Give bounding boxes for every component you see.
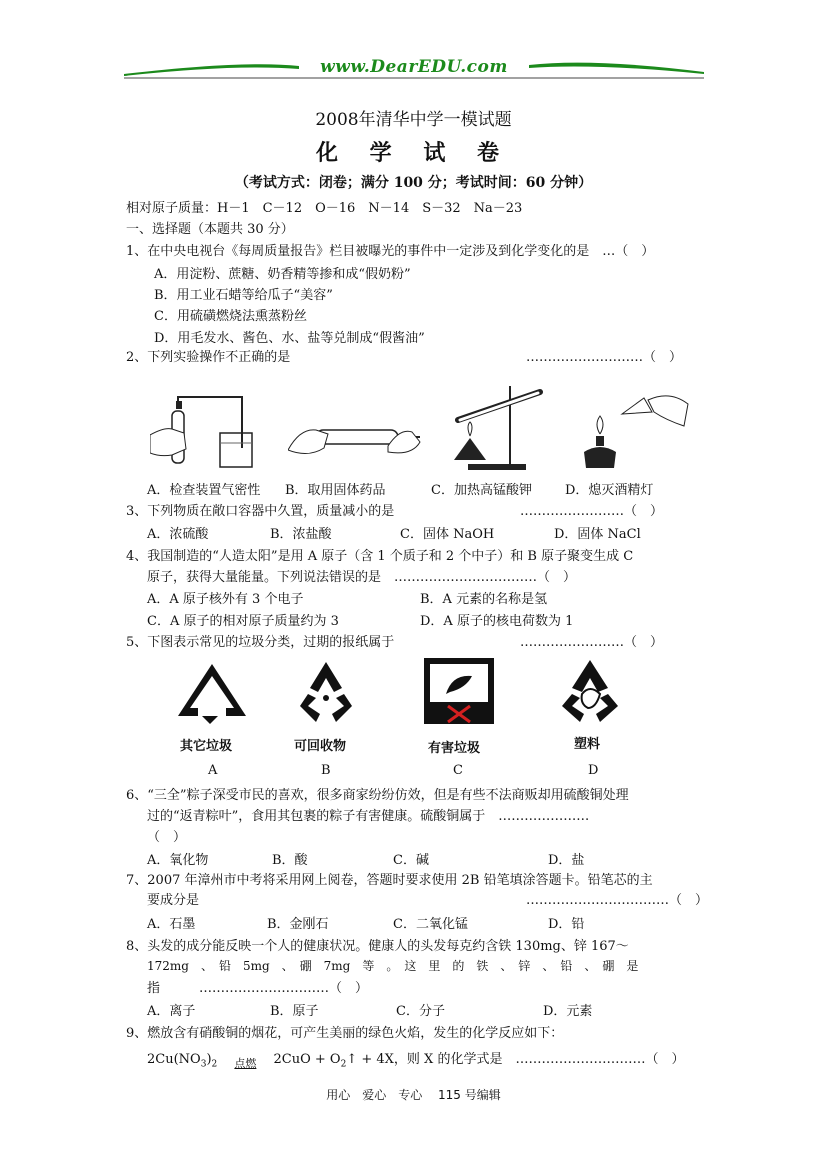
q2-dots: ………………………（ ）	[526, 350, 683, 365]
q1-option-c: C．用硫磺燃烧法熏蒸粉丝	[154, 309, 307, 324]
q8-option-b: B．原子	[270, 1004, 319, 1019]
q3-option-c: C．固体 NaOH	[400, 527, 495, 542]
q9-condition: 点燃	[234, 1057, 257, 1070]
q6-option-a: A．氧化物	[147, 853, 209, 868]
q4-option-b: B．A 元素的名称是氢	[420, 592, 548, 607]
q6-option-b: B．酸	[272, 853, 308, 868]
sign-a-label: 其它垃圾	[180, 739, 233, 754]
q4-option-a: A．A 原子核外有 3 个电子	[147, 592, 304, 607]
subject-title: 化 学 试 卷	[316, 140, 511, 166]
q8-option-d: D．元素	[543, 1004, 593, 1019]
airtightness-check-figure	[150, 393, 260, 473]
q1-option-b: B．用工业石蜡等给瓜子“美容”	[154, 288, 333, 303]
other-waste-icon	[172, 658, 252, 728]
site-logo	[124, 52, 704, 82]
q2-option-b: B．取用固体药品	[285, 483, 386, 498]
atomic-mass-line: 相对原子质量：H－1 C－12 O－16 N－14 S－32 Na－23	[126, 201, 523, 216]
q4-option-d: D．A 原子的核电荷数为 1	[420, 614, 574, 629]
q1-option-d: D．用毛发水、酱色、水、盐等兑制成“假酱油”	[154, 331, 425, 346]
heating-kmno4-figure	[448, 378, 548, 473]
q8-stem: 8、头发的成分能反映一个人的健康状况。健康人的头发每克约含铁 130mg、锌 167～	[126, 939, 629, 954]
q6-stem-bracket: （ ）	[147, 830, 187, 845]
extinguish-lamp-figure	[580, 390, 690, 472]
q8-option-a: A．离子	[147, 1004, 196, 1019]
q1-stem: 1、在中央电视台《每周质量报告》栏目被曝光的事件中一定涉及到化学变化的是 …（ ）	[126, 244, 655, 259]
sign-c-label: 有害垃圾	[428, 741, 481, 756]
q9-products: 2CuO + O	[273, 1052, 341, 1067]
logo-text: www.DearEDU.com	[320, 57, 508, 77]
q3-option-b: B．浓盐酸	[270, 527, 332, 542]
q9-reactant-sub: 3	[200, 1059, 207, 1070]
q5-dots: ……………………（ ）	[520, 635, 664, 650]
q3-stem: 3、下列物质在敞口容器中久置，质量减小的是	[126, 504, 395, 519]
q9-stem: 9、燃放含有硝酸铜的烟花，可产生美丽的绿色火焰，发生的化学反应如下：	[126, 1026, 564, 1041]
q5-option-c: C	[453, 763, 463, 778]
q2-option-c: C．加热高锰酸钾	[431, 483, 532, 498]
sign-d-label: 塑料	[574, 737, 601, 752]
q5-stem: 5、下图表示常见的垃圾分类，过期的报纸属于	[126, 635, 395, 650]
q7-option-c: C．二氧化锰	[393, 917, 468, 932]
exam-info: （考试方式：闭卷；满分 100 分；考试时间：60 分钟）	[234, 175, 593, 191]
q7-option-d: D．铅	[548, 917, 585, 932]
q4-stem: 4、我国制造的“人造太阳”是用 A 原子（含 1 个质子和 2 个中子）和 B 原子聚变生成 C	[126, 549, 634, 564]
hazardous-waste-icon	[418, 654, 500, 730]
q6-stem: 6、“三全”粽子深受市民的喜欢，很多商家纷纷仿效，但是有些不法商贩却用硫酸铜处理	[126, 788, 629, 803]
sign-b-label: 可回收物	[294, 739, 347, 754]
q8-stem-cont: 172mg 、 铅 5mg 、 硼 7mg 等 。 这 里 的 铁 、 锌 、 铅 、 硼 是	[147, 959, 639, 973]
solid-reagent-figure	[288, 420, 423, 460]
q2-stem: 2、下列实验操作不正确的是	[126, 350, 291, 365]
exam-title: 2008年清华中学一模试题	[315, 110, 512, 130]
plastic-icon	[552, 654, 628, 726]
q9-reactant-end: )	[206, 1052, 212, 1067]
q2-option-d: D．熄灭酒精灯	[565, 483, 654, 498]
q7-option-a: A．石墨	[147, 917, 196, 932]
q2-option-a: A．检查装置气密性	[147, 483, 261, 498]
q9-reactant-end-sub: 2	[211, 1059, 218, 1070]
q5-option-d: D	[588, 763, 599, 778]
q9-products-end: ↑ + 4X，则 X 的化学式是 …………………………（ ）	[346, 1052, 685, 1067]
q6-option-c: C．碱	[393, 853, 429, 868]
q8-option-c: C．分子	[396, 1004, 445, 1019]
q7-dots: ……………………………（ ）	[526, 893, 709, 908]
q6-option-d: D．盐	[548, 853, 585, 868]
q5-option-b: B	[321, 763, 331, 778]
q7-option-b: B．金刚石	[267, 917, 329, 932]
q7-stem: 7、2007 年漳州市中考将采用网上阅卷，答题时要求使用 2B 铅笔填涂答题卡。铅笔芯的主	[126, 873, 653, 888]
page-footer: 用心 爱心 专心 115 号编辑	[326, 1088, 501, 1102]
q7-stem-cont: 要成分是	[147, 893, 200, 908]
q9-reactant: 2Cu(NO	[147, 1052, 201, 1067]
section-heading: 一、选择题（本题共 30 分）	[126, 222, 294, 237]
recycle-icon	[290, 656, 362, 728]
q4-option-c: C．A 原子的相对原子质量约为 3	[147, 614, 339, 629]
q3-dots: ……………………（ ）	[520, 504, 664, 519]
q9-equation	[147, 1048, 684, 1070]
q3-option-a: A．浓硫酸	[147, 527, 209, 542]
q1-option-a: A．用淀粉、蔗糖、奶香精等掺和成“假奶粉”	[154, 267, 411, 282]
q4-stem-cont: 原子，获得大量能量。下列说法错误的是 ……………………………（ ）	[147, 570, 577, 585]
q5-option-a: A	[208, 763, 218, 778]
q9-products-sub: 2	[340, 1059, 347, 1070]
q6-stem-cont: 过的“返青粽叶”，食用其包裹的粽子有害健康。硫酸铜属于 …………………	[147, 809, 590, 824]
q8-stem-end: 指 …………………………（ ）	[147, 981, 369, 996]
q3-option-d: D．固体 NaCl	[554, 527, 641, 542]
